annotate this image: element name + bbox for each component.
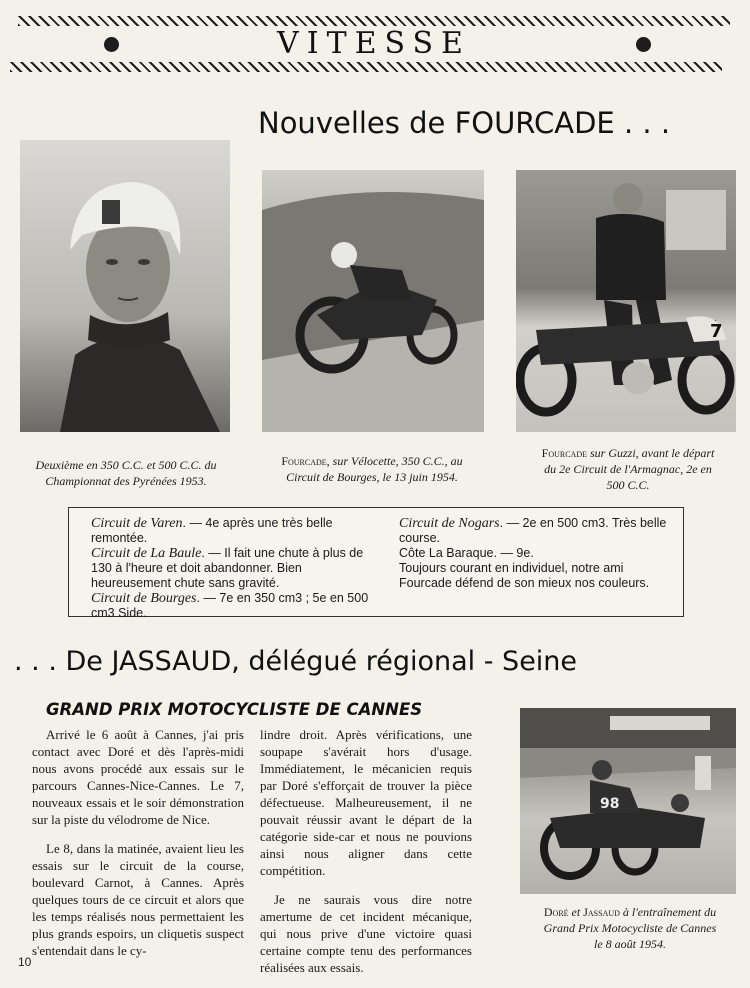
guzzi-illustration: [516, 170, 736, 432]
article-column-1: [32, 726, 244, 971]
results-right-column: [399, 516, 669, 591]
result-text: . — 9e.: [493, 546, 534, 560]
result-item: [399, 546, 669, 561]
sidecar-racing-photo: [520, 708, 736, 894]
caption-cornering-line2: Circuit de Bourges, le 13 juin 1954.: [286, 470, 458, 484]
result-item: [399, 561, 669, 591]
results-left-column: [91, 516, 369, 621]
article-subhead: GRAND PRIX MOTOCYCLISTE DE CANNES: [46, 700, 423, 719]
result-item: [91, 591, 369, 621]
banner-bottom-rule: [10, 62, 722, 72]
caption-sidecar-line1: à l'entraînement du: [619, 905, 717, 919]
rider-cornering-photo: [262, 170, 484, 432]
caption-sidecar-name: Doré: [543, 905, 569, 919]
caption-guzzi-name: Fourcade: [541, 446, 587, 460]
caption-sidecar-line2: Grand Prix Motocycliste de Cannes: [543, 921, 717, 935]
caption-portrait: [8, 457, 244, 489]
caption-sidecar-line3: le 8 août 1954.: [594, 937, 666, 951]
bullet-right-icon: [636, 37, 651, 52]
section-title: VITESSE: [277, 26, 471, 61]
results-box: [68, 507, 684, 620]
caption-portrait-line2: Championnat des Pyrénées 1953.: [45, 474, 207, 488]
caption-portrait-line1: Deuxième en 350 C.C. et 500 C.C. du: [35, 458, 217, 472]
result-place: Côte La Baraque: [399, 546, 494, 560]
caption-guzzi-line1: sur Guzzi, avant le départ: [587, 446, 715, 460]
article-paragraph: Je ne saurais vous dire notre amertume de cet incident mécanique, qui nous prive d'une victoire quasi certaine compte tenu des performances réalisées aux essais.: [260, 892, 472, 975]
caption-cornering-name: Fourcade: [281, 454, 327, 468]
sidecar-illustration: [520, 708, 736, 894]
section-banner: [18, 12, 730, 74]
page-number: 10: [18, 955, 32, 969]
result-text: . — 4e après une très belle remontée.: [91, 516, 333, 545]
svg-text:7: 7: [710, 321, 723, 342]
rider-with-guzzi-photo: [516, 170, 736, 432]
cornering-illustration: [262, 170, 484, 432]
svg-text:98: 98: [600, 796, 620, 812]
result-text: Toujours courant en individuel, notre ami Fourcade défend de son mieux nos couleurs.: [399, 561, 650, 590]
caption-sidecar-name2: Jassaud: [583, 905, 620, 919]
result-item: [91, 546, 369, 591]
result-text: . — 7e en 350 cm3 ; 5e en 500 cm3 Side.: [91, 591, 369, 620]
caption-sidecar-mid: et: [568, 905, 584, 919]
headline-jassaud: . . . De JASSAUD, délégué régional - Seine: [14, 646, 578, 677]
portrait-illustration: [20, 140, 230, 432]
article-paragraph: lindre droit. Après vérifications, une soupape s'avérait hors d'usage. Immédiatement, le mécanicien requis par Doré s'efforçait de trouver la pièce défectueuse. Malheureusement, il ne pouvait réussir avant le départ de la catégorie side-car et nous ne pouvions ainsi nous aligner dans cette compétition.: [260, 727, 472, 878]
article-paragraph: Arrivé le 6 août à Cannes, j'ai pris contact avec Doré et dès l'après-midi nous avons procédé aux essais sur le parcours Cannes-Nice-Cannes. Le 7, nouveaux essais et le soir démonstration sur la piste du vélodrome de Nice.: [32, 727, 244, 827]
portrait-helmet-photo: [20, 140, 230, 432]
result-text: . — 2e en 500 cm3. Très belle course.: [399, 516, 667, 545]
result-item: [91, 516, 369, 546]
article-paragraph: Le 8, dans la matinée, avaient lieu les essais sur le circuit de la course, boulevard Carnot, à Cannes. Après quelques tours de ce circuit et alors que les temps réalisés nous permettaient les plus grands espoirs, un cliquetis suspect s'entendait dans le cy-: [32, 841, 244, 958]
caption-guzzi-line2: du 2e Circuit de l'Armagnac, 2e en: [544, 462, 712, 476]
headline-fourcade: Nouvelles de FOURCADE . . .: [258, 106, 671, 140]
caption-cornering: [252, 453, 492, 485]
caption-guzzi-line3: 500 C.C.: [606, 478, 650, 492]
result-item: [399, 516, 669, 546]
result-place: Circuit de Varen: [91, 516, 183, 531]
article-column-2: [260, 726, 472, 988]
result-text: . — Il fait une chute à plus de 130 à l'heure et doit abandonner. Bien heureusement chute sans gravité.: [91, 546, 364, 590]
caption-sidecar: [512, 904, 748, 952]
caption-cornering-line1: , sur Vélocette, 350 C.C., au: [326, 454, 463, 468]
result-place: Circuit de La Baule: [91, 546, 202, 561]
banner-top-rule: [18, 16, 730, 26]
result-place: Circuit de Nogars: [399, 516, 500, 531]
result-place: Circuit de Bourges: [91, 591, 197, 606]
caption-guzzi: [508, 445, 748, 493]
